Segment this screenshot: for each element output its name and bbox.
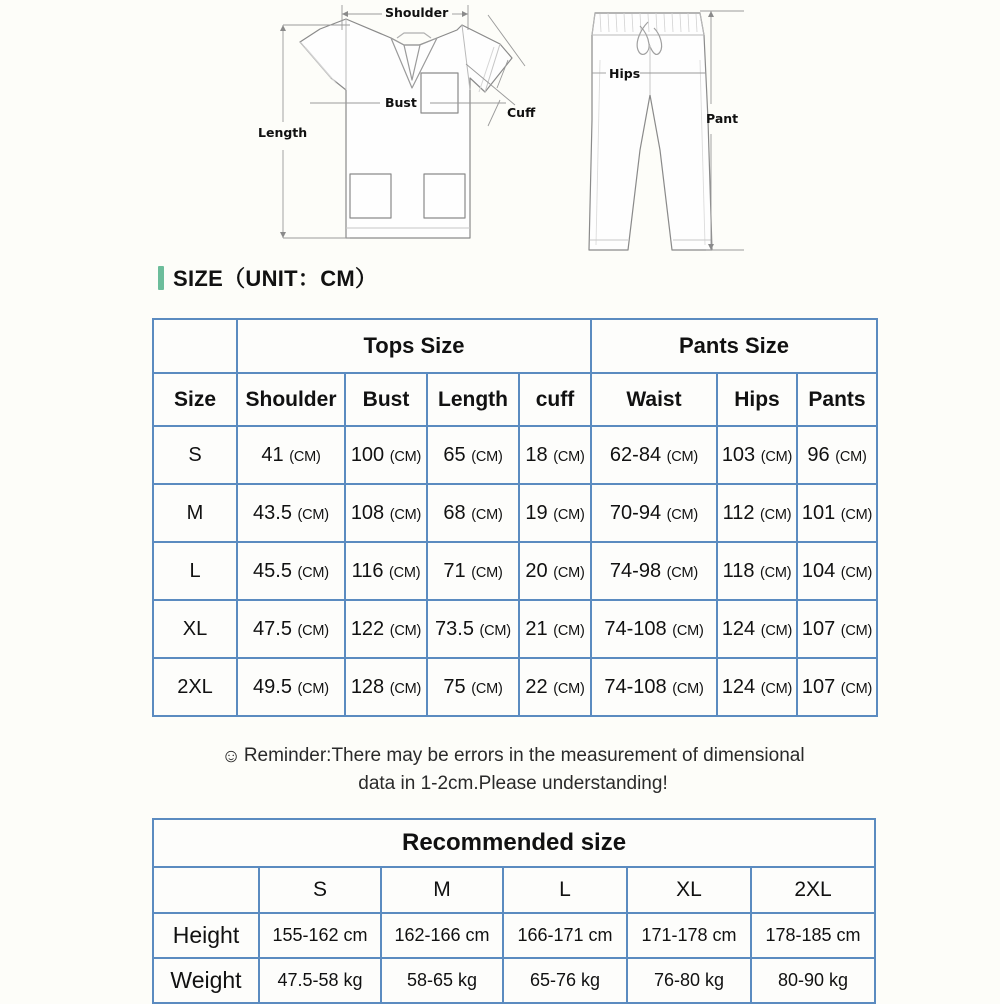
cell-hips xyxy=(717,426,797,484)
cell-unit: (CM) xyxy=(553,448,585,465)
cell-waist xyxy=(591,542,717,600)
reminder-line-1: Reminder:There may be errors in the measurement of dimensional xyxy=(243,745,805,766)
recommended-size-header-row xyxy=(153,867,875,913)
cell-value: 96 xyxy=(807,443,830,466)
cell-bust xyxy=(345,658,427,716)
cell-value: 65 xyxy=(443,443,466,466)
scrub-top-illustration xyxy=(300,19,512,238)
cell-value: 47.5 xyxy=(253,617,292,640)
cell-value: 20 xyxy=(525,559,548,582)
cell-shoulder xyxy=(237,426,345,484)
cell-waist xyxy=(591,658,717,716)
shoulder-label: Shoulder xyxy=(385,5,449,20)
col-header-length: Length xyxy=(427,373,519,426)
cell-value: 107 xyxy=(801,617,836,640)
recommended-size-table xyxy=(152,818,876,1004)
cell-size: S xyxy=(153,426,237,484)
cell-unit: (CM) xyxy=(840,506,873,523)
cell-value: 21 xyxy=(525,617,548,640)
bust-label: Bust xyxy=(385,95,417,110)
cell-unit: (CM) xyxy=(666,448,699,465)
smiley-icon: ☺ xyxy=(221,746,241,767)
cell-size: M xyxy=(153,484,237,542)
cell-bust xyxy=(345,542,427,600)
recommended-cell: 178-185 cm xyxy=(751,913,875,958)
cell-value: 41 xyxy=(261,443,284,466)
table-row xyxy=(153,426,877,484)
cell-size: 2XL xyxy=(153,658,237,716)
cell-unit: (CM) xyxy=(840,680,873,697)
cell-unit: (CM) xyxy=(297,506,329,523)
cell-hips xyxy=(717,484,797,542)
cell-value: 70-94 xyxy=(609,501,662,524)
recommended-title-row xyxy=(153,819,875,867)
cell-unit: (CM) xyxy=(666,506,699,523)
cell-cuff xyxy=(519,542,591,600)
cell-shoulder xyxy=(237,658,345,716)
size-table-body xyxy=(153,426,877,716)
cell-unit: (CM) xyxy=(297,564,329,581)
cell-pants xyxy=(797,542,877,600)
cell-unit: (CM) xyxy=(553,680,585,697)
hips-label: Hips xyxy=(609,66,641,81)
cell-unit: (CM) xyxy=(389,622,422,639)
cell-shoulder xyxy=(237,484,345,542)
cell-value: 122 xyxy=(350,617,385,640)
cell-pants xyxy=(797,600,877,658)
recommended-size-header: XL xyxy=(627,867,751,913)
cell-unit: (CM) xyxy=(672,622,704,639)
cell-size: L xyxy=(153,542,237,600)
cell-value: 74-98 xyxy=(609,559,662,582)
cell-bust xyxy=(345,484,427,542)
table-row xyxy=(153,484,877,542)
cell-value: 116 xyxy=(351,559,384,582)
cell-length xyxy=(427,484,519,542)
recommended-size-header: S xyxy=(259,867,381,913)
cell-unit: (CM) xyxy=(289,448,321,465)
cell-cuff xyxy=(519,484,591,542)
cell-value: 19 xyxy=(525,501,548,524)
cell-value: 103 xyxy=(721,443,756,466)
cell-value: 101 xyxy=(801,501,836,524)
cell-size: XL xyxy=(153,600,237,658)
cell-length xyxy=(427,600,519,658)
recommended-cell: 76-80 kg xyxy=(627,958,751,1003)
recommended-size-header: L xyxy=(503,867,627,913)
table-row xyxy=(153,600,877,658)
cell-waist xyxy=(591,600,717,658)
cell-value: 74-108 xyxy=(604,675,667,698)
cuff-label: Cuff xyxy=(507,105,536,120)
recommended-size-title: Recommended size xyxy=(153,819,875,867)
cell-value: 68 xyxy=(443,501,466,524)
recommended-cell: 155-162 cm xyxy=(259,913,381,958)
size-chart-table xyxy=(152,318,878,717)
cell-shoulder xyxy=(237,600,345,658)
cell-cuff xyxy=(519,658,591,716)
cell-value: 62-84 xyxy=(609,443,662,466)
cell-value: 107 xyxy=(801,675,836,698)
cell-value: 73.5 xyxy=(435,617,474,640)
col-header-waist: Waist xyxy=(591,373,717,426)
recommended-table-body xyxy=(153,913,875,1003)
cell-cuff xyxy=(519,600,591,658)
cell-waist xyxy=(591,426,717,484)
cell-bust xyxy=(345,600,427,658)
pant-label: Pant xyxy=(706,111,739,126)
garment-diagram-area xyxy=(0,0,1000,258)
col-header-bust: Bust xyxy=(345,373,427,426)
recommended-cell: 171-178 cm xyxy=(627,913,751,958)
cell-hips xyxy=(717,658,797,716)
cell-unit: (CM) xyxy=(840,564,873,581)
cell-length xyxy=(427,542,519,600)
cell-unit: (CM) xyxy=(297,622,329,639)
cell-value: 74-108 xyxy=(604,617,667,640)
cell-unit: (CM) xyxy=(471,448,503,465)
tops-size-group-header: Tops Size xyxy=(237,319,591,373)
recommended-size-header: 2XL xyxy=(751,867,875,913)
recommended-cell: 58-65 kg xyxy=(381,958,503,1003)
pants-size-group-header: Pants Size xyxy=(591,319,877,373)
cell-unit: (CM) xyxy=(760,564,792,581)
cell-value: 43.5 xyxy=(253,501,292,524)
cell-unit: (CM) xyxy=(471,564,503,581)
recommended-table-row xyxy=(153,913,875,958)
recommended-table-row xyxy=(153,958,875,1003)
cell-unit: (CM) xyxy=(471,680,503,697)
cell-unit: (CM) xyxy=(471,506,503,523)
cell-value: 108 xyxy=(350,501,385,524)
col-header-size: Size xyxy=(153,373,237,426)
cell-unit: (CM) xyxy=(760,622,793,639)
cell-value: 124 xyxy=(721,617,756,640)
recommended-size-header: M xyxy=(381,867,503,913)
cell-unit: (CM) xyxy=(835,448,867,465)
cell-unit: (CM) xyxy=(389,506,422,523)
cell-length xyxy=(427,658,519,716)
col-header-hips: Hips xyxy=(717,373,797,426)
col-header-shoulder: Shoulder xyxy=(237,373,345,426)
cell-value: 22 xyxy=(525,675,548,698)
garment-diagram-svg xyxy=(0,0,1000,258)
cell-value: 49.5 xyxy=(253,675,292,698)
cell-unit: (CM) xyxy=(297,680,329,697)
col-header-cuff: cuff xyxy=(519,373,591,426)
cell-unit: (CM) xyxy=(760,448,793,465)
cell-bust xyxy=(345,426,427,484)
cell-value: 112 xyxy=(722,501,755,524)
recommended-cell: 162-166 cm xyxy=(381,913,503,958)
size-section-title xyxy=(158,262,377,293)
cell-pants xyxy=(797,658,877,716)
cell-value: 71 xyxy=(443,559,466,582)
cell-unit: (CM) xyxy=(389,448,422,465)
cell-shoulder xyxy=(237,542,345,600)
recommended-corner-cell xyxy=(153,867,259,913)
cell-unit: (CM) xyxy=(553,564,585,581)
cell-pants xyxy=(797,426,877,484)
cell-value: 128 xyxy=(350,675,385,698)
cell-unit: (CM) xyxy=(760,680,793,697)
cell-value: 104 xyxy=(801,559,836,582)
cell-value: 100 xyxy=(350,443,385,466)
cell-value: 124 xyxy=(721,675,756,698)
size-section-title-text: SIZE（UNIT：CM） xyxy=(173,266,378,291)
cell-length xyxy=(427,426,519,484)
cell-unit: (CM) xyxy=(389,680,422,697)
reminder-line-2: data in 1-2cm.Please understanding! xyxy=(358,773,668,794)
table-group-header-row xyxy=(153,319,877,373)
recommended-cell: 65-76 kg xyxy=(503,958,627,1003)
cell-hips xyxy=(717,600,797,658)
accent-bar xyxy=(158,266,164,290)
recommended-row-label: Height xyxy=(153,913,259,958)
corner-cell xyxy=(153,319,237,373)
recommended-cell: 47.5-58 kg xyxy=(259,958,381,1003)
cell-unit: (CM) xyxy=(760,506,792,523)
table-row xyxy=(153,542,877,600)
cell-hips xyxy=(717,542,797,600)
cell-unit: (CM) xyxy=(389,564,421,581)
cell-unit: (CM) xyxy=(553,506,585,523)
cell-unit: (CM) xyxy=(553,622,585,639)
cell-unit: (CM) xyxy=(666,564,699,581)
recommended-cell: 166-171 cm xyxy=(503,913,627,958)
reminder-note xyxy=(152,742,874,797)
cell-value: 118 xyxy=(722,559,755,582)
cell-unit: (CM) xyxy=(479,622,511,639)
cell-cuff xyxy=(519,426,591,484)
length-label: Length xyxy=(258,125,308,140)
table-column-header-row xyxy=(153,373,877,426)
table-row xyxy=(153,658,877,716)
cell-unit: (CM) xyxy=(840,622,873,639)
cell-value: 18 xyxy=(525,443,548,466)
recommended-row-label: Weight xyxy=(153,958,259,1003)
col-header-pants: Pants xyxy=(797,373,877,426)
cell-value: 45.5 xyxy=(253,559,292,582)
pants-illustration xyxy=(589,13,712,250)
cell-waist xyxy=(591,484,717,542)
cell-value: 75 xyxy=(443,675,466,698)
cell-unit: (CM) xyxy=(672,680,704,697)
recommended-cell: 80-90 kg xyxy=(751,958,875,1003)
cell-pants xyxy=(797,484,877,542)
